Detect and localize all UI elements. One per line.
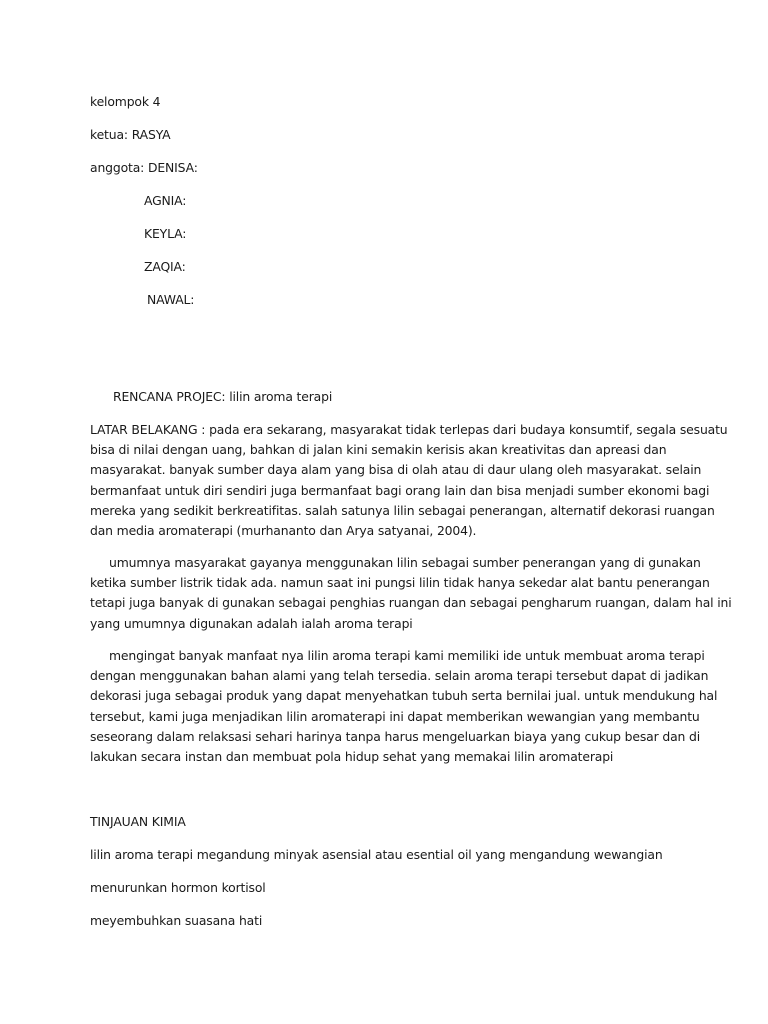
paragraph-line: dekorasi juga sebagai produk yang dapat menyehatkan tubuh serta bernilai jual. untuk mendukung hal: [90, 688, 718, 704]
paragraph-line: mereka yang sedikit berkreatifitas. salah satunya lilin sebagai penerangan, alternatif dekorasi ruangan: [90, 502, 715, 518]
paragraph-line: bisa di nilai dengan uang, bahkan di jalan kini semakin kerisis akan kreativitas dan apreasi dan: [90, 442, 667, 458]
paragraph-line: seseorang dalam relaksasi sehari harinya tanpa harus mengeluarkan biaya yang cukup besar dan di: [90, 728, 701, 744]
chemistry-line: lilin aroma terapi megandung minyak asensial atau esential oil yang mengandung wewangian: [90, 847, 663, 862]
paragraph-line: dengan menggunakan bahan alami yang telah tersedia. selain aroma terapi tersebut dapat di jadikan: [90, 668, 709, 684]
member-item: ZAQIA:: [144, 259, 186, 274]
member-item: KEYLA:: [144, 226, 187, 241]
paragraph-line: dan media aromaterapi (murhananto dan Arya satyanai, 2004).: [90, 523, 477, 539]
background-paragraph-3: [90, 646, 718, 767]
paragraph-line: masyarakat. banyak sumber daya alam yang bisa di olah atau di daur ulang oleh masyarakat. selain: [90, 462, 702, 478]
chemistry-heading: TINJAUAN KIMIA: [90, 814, 186, 829]
members-label: anggota: DENISA:: [90, 160, 198, 175]
paragraph-line: yang umumnya digunakan adalah ialah aroma terapi: [90, 615, 413, 631]
paragraph-line: lakukan secara instan dan membuat pola hidup sehat yang memakai lilin aromaterapi: [90, 749, 614, 765]
paragraph-line: umumnya masyarakat gayanya menggunakan lilin sebagai sumber penerangan yang di gunakan: [109, 555, 701, 570]
member-item: AGNIA:: [144, 193, 187, 208]
background-paragraph-2: [90, 553, 732, 634]
member-item: NAWAL:: [147, 292, 195, 307]
project-title: RENCANA PROJEC: lilin aroma terapi: [113, 389, 333, 404]
paragraph-line: ketika sumber listrik tidak ada. namun saat ini pungsi lilin tidak hanya sekedar alat bantu penerangan: [90, 575, 710, 591]
leader-label: ketua: RASYA: [90, 127, 171, 142]
group-label: kelompok 4: [90, 94, 161, 109]
chemistry-line: menurunkan hormon kortisol: [90, 880, 266, 895]
paragraph-line: bermanfaat untuk diri sendiri juga bermanfaat bagi orang lain dan bisa menjadi sumber ekonomi bagi: [90, 482, 710, 498]
paragraph-line: LATAR BELAKANG : pada era sekarang, masyarakat tidak terlepas dari budaya konsumtif, segala sesuatu: [90, 422, 728, 437]
paragraph-line: tetapi juga banyak di gunakan sebagai penghias ruangan dan sebagai pengharum ruangan, dalam hal ini: [90, 595, 732, 611]
paragraph-line: tersebut, kami juga menjadikan lilin aromaterapi ini dapat memberikan wewangian yang membantu: [90, 708, 700, 724]
paragraph-line: mengingat banyak manfaat nya lilin aroma terapi kami memiliki ide untuk membuat aroma terapi: [109, 648, 705, 663]
chemistry-line: meyembuhkan suasana hati: [90, 913, 263, 928]
background-paragraph-1: [90, 420, 728, 541]
